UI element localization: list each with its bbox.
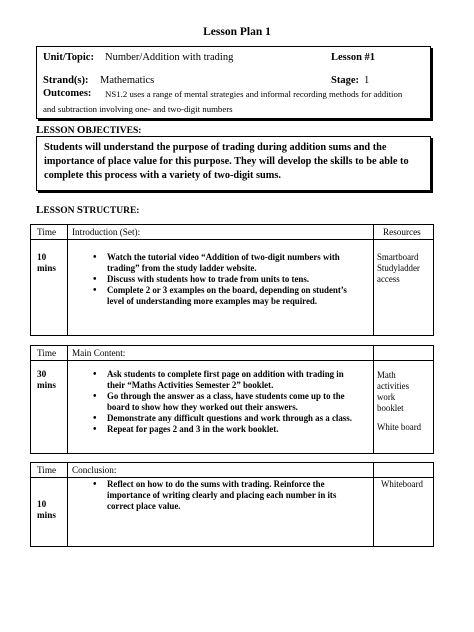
content-header: Main Content:	[72, 348, 126, 358]
list-item: • Reflect on how to do the sums with trading. Reinforce the importance of writing clearly and placing each number in its correct place value.	[89, 479, 371, 512]
content-header: Introduction (Set):	[72, 227, 141, 237]
content-header: Conclusion:	[72, 465, 117, 475]
objectives-box	[36, 136, 431, 191]
page-title: Lesson Plan 1	[203, 26, 271, 38]
structure-heading: LESSON STRUCTURE:	[36, 204, 140, 216]
list-item: • Demonstrate any difficult questions and work through as a class.	[89, 413, 371, 424]
conclusion-table	[30, 462, 434, 547]
resources-header: Resources	[383, 227, 421, 237]
introduction-table	[30, 224, 434, 336]
introduction-steps	[89, 252, 371, 307]
list-item: • Watch the tutorial video “Addition of two-digit numbers with trading” from the study ladder website.	[89, 252, 371, 274]
resources-list: Smartboard Studyladder access	[377, 252, 420, 284]
stage-label: Stage:	[331, 75, 359, 86]
main-content-steps	[89, 369, 371, 435]
objective-line: complete this process with a variety of two-digit sums.	[44, 170, 281, 181]
list-item: • Repeat for pages 2 and 3 in the work booklet.	[89, 424, 371, 435]
resources-list: Whiteboard	[381, 479, 423, 489]
time-value: 10 mins	[37, 499, 56, 520]
resources-list: Math activities work booklet White board	[377, 370, 422, 432]
objectives-heading: LESSON OBJECTIVES:	[36, 124, 142, 136]
stage-value: 1	[364, 75, 370, 86]
strand-value: Mathematics	[100, 75, 155, 86]
lesson-header-box	[36, 46, 431, 119]
conclusion-steps	[89, 479, 371, 512]
outcomes-label: Outcomes:	[43, 88, 92, 99]
time-value: 30 mins	[37, 369, 56, 390]
list-item: • Discuss with students how to trade from units to tens.	[89, 274, 371, 285]
list-item: • Complete 2 or 3 examples on the board, depending on student’s level of understanding more examples may be required.	[89, 285, 371, 307]
unit-value: Number/Addition with trading	[105, 52, 234, 63]
main-content-table	[30, 345, 434, 454]
outcomes-line-2: and subtraction involving one- and two-digit numbers	[43, 104, 233, 114]
outcomes-line-1: NS1.2 uses a range of mental strategies and informal recording methods for addition	[105, 89, 403, 99]
strand-label: Strand(s):	[43, 75, 89, 86]
unit-label: Unit/Topic:	[43, 52, 94, 63]
objective-line: importance of place value for this purpose. They will develop the skills to be able to	[44, 156, 409, 167]
time-header: Time	[37, 227, 57, 237]
lesson-number: Lesson #1	[331, 52, 376, 63]
time-header: Time	[37, 348, 57, 358]
time-value: 10 mins	[37, 252, 56, 273]
list-item: • Go through the answer as a class, have students come up to the board to show how they worked out their answers.	[89, 391, 371, 413]
objective-line: Students will understand the purpose of trading during addition sums and the	[44, 142, 387, 153]
list-item: • Ask students to complete first page on addition with trading in their “Maths Activities Semester 2” booklet.	[89, 369, 371, 391]
time-header: Time	[37, 465, 57, 475]
objectives-text	[44, 141, 422, 183]
